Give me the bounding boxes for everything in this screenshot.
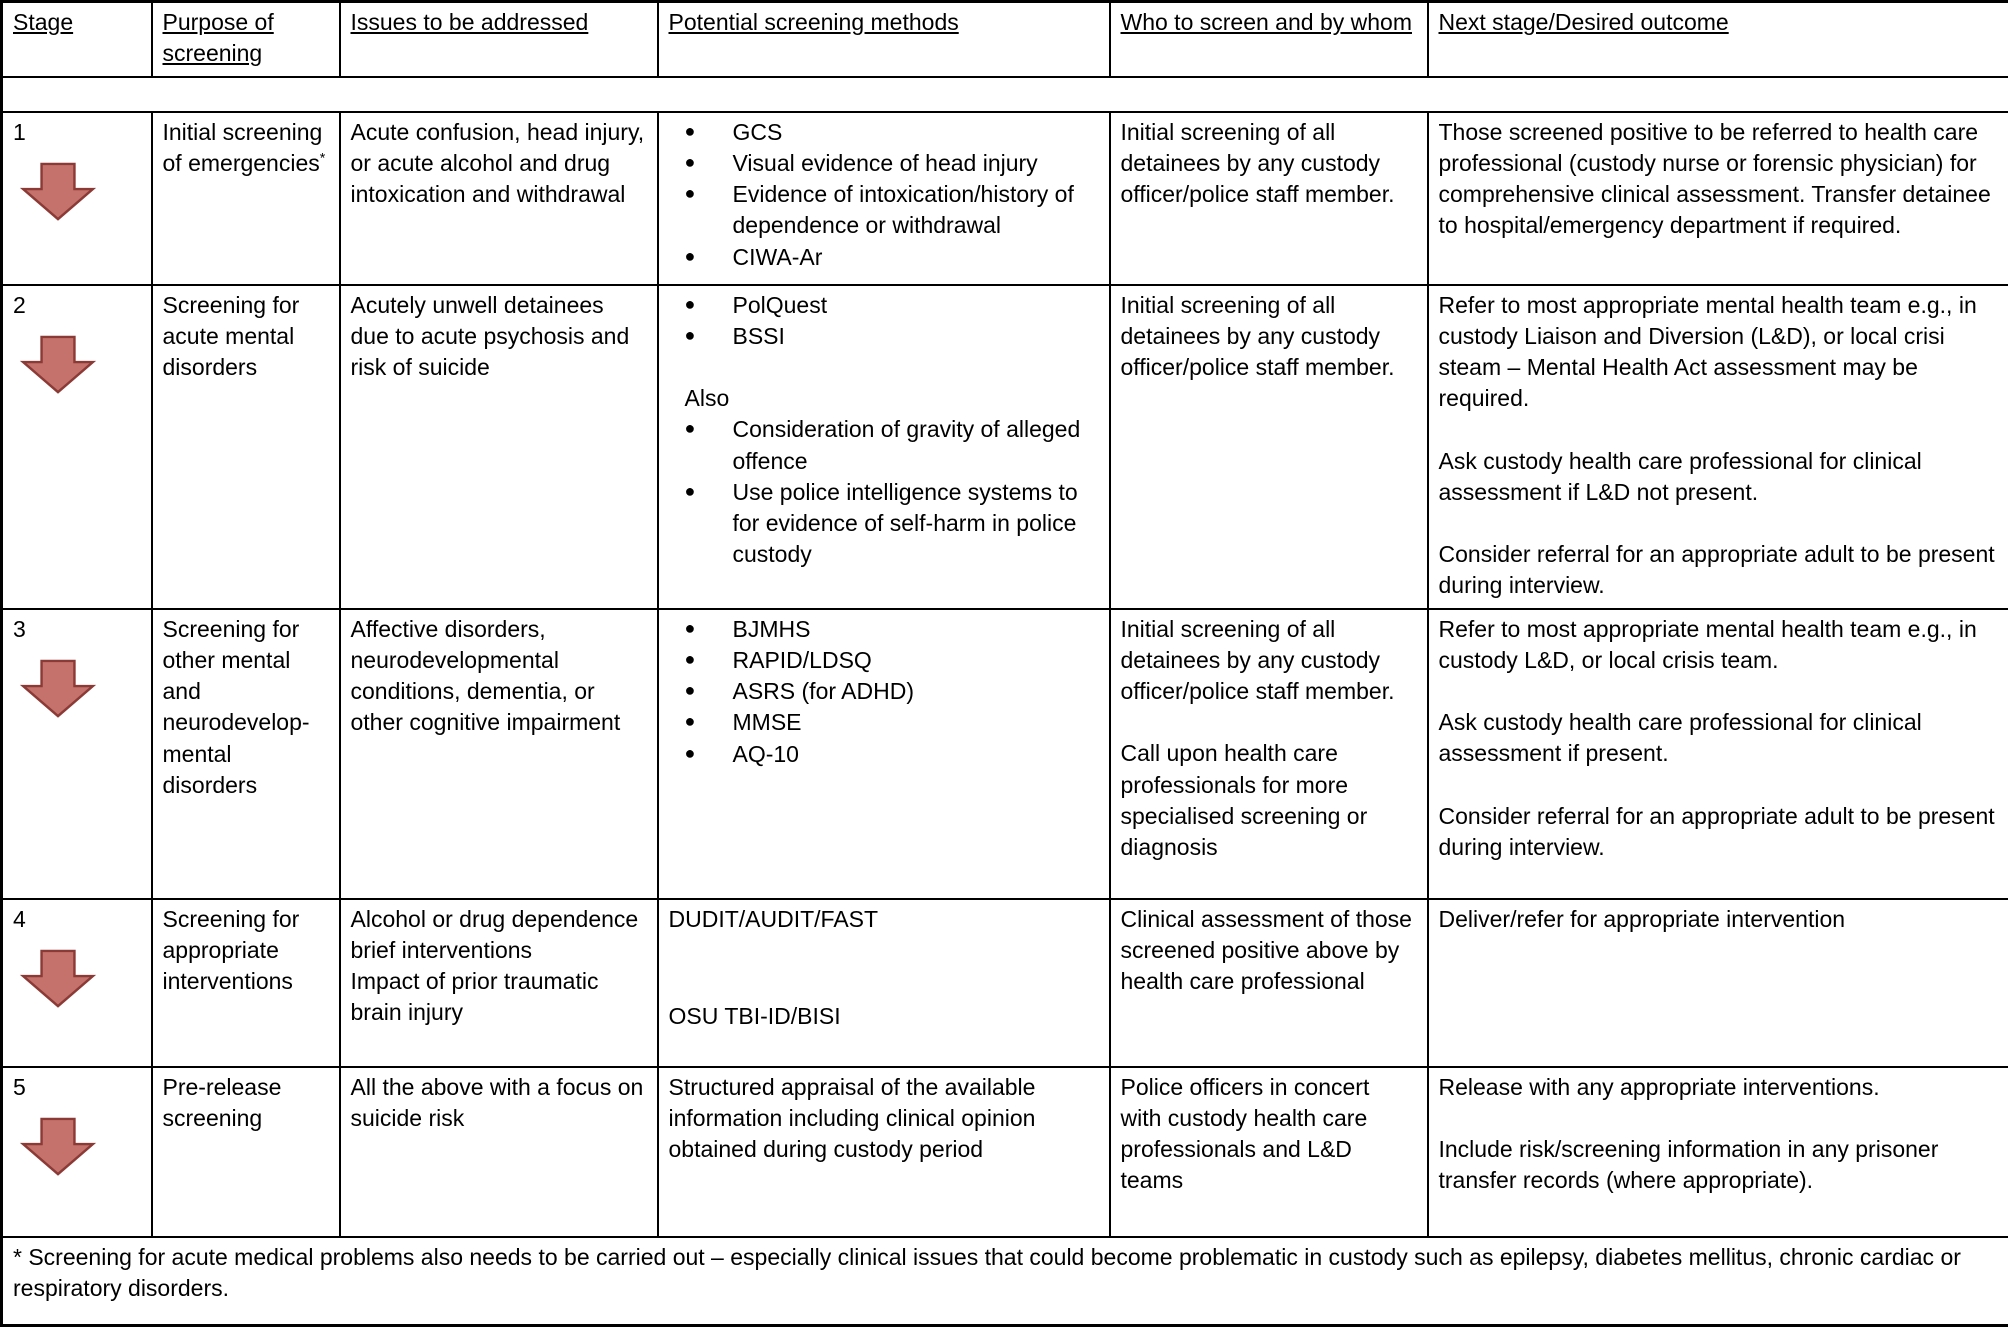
list-item: ● GCS (669, 117, 1099, 148)
paragraph: Call upon health care professionals for more specialised screening or diagnosis (1121, 738, 1417, 863)
next-text (1439, 1072, 1999, 1197)
col-header-label: Purpose of screening (163, 9, 274, 66)
cell-who (1110, 1067, 1428, 1237)
methods-text: Structured appraisal of the available information including clinical opinion obtained during custody period (669, 1072, 1099, 1166)
down-arrow-icon (19, 1117, 97, 1177)
cell-purpose (152, 899, 340, 1067)
purpose-text: Initial screening of emergencies (163, 119, 323, 176)
list-item: ● BSSI (669, 321, 1099, 352)
paragraph: Deliver/refer for appropriate intervention (1439, 904, 1999, 935)
col-header-issues (340, 2, 658, 77)
col-header-stage (2, 2, 152, 77)
methods-list-secondary (669, 414, 1099, 570)
col-header-label: Potential screening methods (669, 9, 959, 35)
list-item: ● PolQuest (669, 290, 1099, 321)
col-header-next (1428, 2, 2008, 77)
list-item: ● Visual evidence of head injury (669, 148, 1099, 179)
footnote-text: * Screening for acute medical problems also needs to be carried out – especially clinical issues that could become problematic in custody such as epilepsy, diabetes mellitus, chronic cardiac or respiratory disorders. (13, 1242, 1998, 1305)
cell-next (1428, 899, 2008, 1067)
who-text (1121, 117, 1417, 211)
stage-number: 1 (13, 117, 141, 148)
next-text (1439, 904, 1999, 935)
cell-issues (340, 112, 658, 285)
purpose-text: Screening for acute mental disorders (163, 292, 300, 381)
cell-methods (658, 899, 1110, 1067)
list-item: ● RAPID/LDSQ (669, 645, 1099, 676)
list-item: ● Consideration of gravity of alleged offence (669, 414, 1099, 477)
list-item: ● AQ-10 (669, 739, 1099, 770)
table-row (2, 112, 2008, 285)
issues-text: Impact of prior traumatic brain injury (351, 966, 647, 1029)
footnote-cell (2, 1237, 2008, 1326)
paragraph: Initial screening of all detainees by any custody officer/police staff member. (1121, 614, 1417, 708)
paragraph: Release with any appropriate interventions. (1439, 1072, 1999, 1103)
issues-text: Affective disorders, neurodevelopmental conditions, dementia, or other cognitive impairment (351, 614, 647, 739)
cell-stage-2 (2, 285, 152, 609)
who-text (1121, 290, 1417, 384)
next-text (1439, 290, 1999, 602)
cell-purpose (152, 609, 340, 899)
cell-purpose (152, 285, 340, 609)
paragraph: Include risk/screening information in any prisoner transfer records (where appropriate). (1439, 1134, 1999, 1197)
cell-methods (658, 285, 1110, 609)
stage-number: 3 (13, 614, 141, 645)
list-item: ● CIWA-Ar (669, 242, 1099, 273)
col-header-purpose (152, 2, 340, 77)
down-arrow-icon (19, 335, 97, 395)
issues-text: Acutely unwell detainees due to acute psychosis and risk of suicide (351, 290, 647, 384)
cell-issues (340, 899, 658, 1067)
paragraph: Refer to most appropriate mental health team e.g., in custody Liaison and Diversion (L&D), or local crisi steam – Mental Health Act assessment may be required. (1439, 290, 1999, 415)
next-text (1439, 117, 1999, 242)
who-text (1121, 1072, 1417, 1197)
spacer-cell (2, 77, 2008, 112)
cell-who (1110, 285, 1428, 609)
down-arrow-icon (19, 949, 97, 1009)
paragraph: Ask custody health care professional for clinical assessment if L&D not present. (1439, 446, 1999, 509)
paragraph: Consider referral for an appropriate adult to be present during interview. (1439, 539, 1999, 602)
cell-issues (340, 1067, 658, 1237)
cell-who (1110, 609, 1428, 899)
stage-number: 5 (13, 1072, 141, 1103)
cell-stage-5 (2, 1067, 152, 1237)
cell-issues (340, 609, 658, 899)
list-item: ● MMSE (669, 707, 1099, 738)
methods-text: OSU TBI-ID/BISI (669, 1001, 1099, 1032)
cell-who (1110, 112, 1428, 285)
header-row (2, 2, 2008, 77)
cell-stage-1 (2, 112, 152, 285)
paragraph: Police officers in concert with custody health care professionals and L&D teams (1121, 1072, 1417, 1197)
col-header-who (1110, 2, 1428, 77)
paragraph: Ask custody health care professional for clinical assessment if present. (1439, 707, 1999, 770)
list-item: ● BJMHS (669, 614, 1099, 645)
cell-next (1428, 1067, 2008, 1237)
methods-list (669, 117, 1099, 273)
cell-issues (340, 285, 658, 609)
footnote-row (2, 1237, 2008, 1326)
cell-stage-4 (2, 899, 152, 1067)
next-text (1439, 614, 1999, 864)
also-label: Also (685, 383, 1099, 414)
methods-list (669, 614, 1099, 770)
paragraph: Consider referral for an appropriate adult to be present during interview. (1439, 801, 1999, 864)
col-header-label: Issues to be addressed (351, 9, 589, 35)
who-text (1121, 904, 1417, 998)
cell-methods (658, 1067, 1110, 1237)
table-row (2, 899, 2008, 1067)
col-header-label: Stage (13, 9, 73, 35)
cell-who (1110, 899, 1428, 1067)
spacer-row (2, 77, 2008, 112)
cell-stage-3 (2, 609, 152, 899)
footnote-marker: * (320, 150, 326, 166)
down-arrow-icon (19, 162, 97, 222)
paragraph: Refer to most appropriate mental health team e.g., in custody L&D, or local crisis team. (1439, 614, 1999, 677)
issues-text: All the above with a focus on suicide risk (351, 1072, 647, 1135)
paragraph: Clinical assessment of those screened positive above by health care professional (1121, 904, 1417, 998)
issues-text: Alcohol or drug dependence brief interventions (351, 904, 647, 967)
cell-next (1428, 609, 2008, 899)
stage-number: 2 (13, 290, 141, 321)
paragraph: Initial screening of all detainees by any custody officer/police staff member. (1121, 117, 1417, 211)
stage-number: 4 (13, 904, 141, 935)
cell-purpose (152, 1067, 340, 1237)
cell-next (1428, 285, 2008, 609)
paragraph: Initial screening of all detainees by any custody officer/police staff member. (1121, 290, 1417, 384)
col-header-label: Who to screen and by whom (1121, 9, 1412, 35)
purpose-text: Screening for other mental and neurodevelop-mental disorders (163, 616, 310, 798)
issues-text: Acute confusion, head injury, or acute alcohol and drug intoxication and withdrawal (351, 117, 647, 211)
col-header-label: Next stage/Desired outcome (1439, 9, 1729, 35)
methods-list (669, 290, 1099, 353)
cell-methods (658, 609, 1110, 899)
cell-purpose (152, 112, 340, 285)
list-item: ● Use police intelligence systems to for evidence of self-harm in police custody (669, 477, 1099, 571)
list-item: ● ASRS (for ADHD) (669, 676, 1099, 707)
table-row (2, 1067, 2008, 1237)
purpose-text: Pre-release screening (163, 1074, 282, 1131)
table-row (2, 609, 2008, 899)
list-item: ● Evidence of intoxication/history of dependence or withdrawal (669, 179, 1099, 242)
who-text (1121, 614, 1417, 864)
table-row (2, 285, 2008, 609)
down-arrow-icon (19, 659, 97, 719)
paragraph: Those screened positive to be referred to health care professional (custody nurse or forensic physician) for comprehensive clinical assessment. Transfer detainee to hospital/emergency department if required. (1439, 117, 1999, 242)
col-header-methods (658, 2, 1110, 77)
cell-next (1428, 112, 2008, 285)
methods-text: DUDIT/AUDIT/FAST (669, 904, 1099, 935)
purpose-text: Screening for appropriate interventions (163, 906, 300, 995)
cell-methods (658, 112, 1110, 285)
